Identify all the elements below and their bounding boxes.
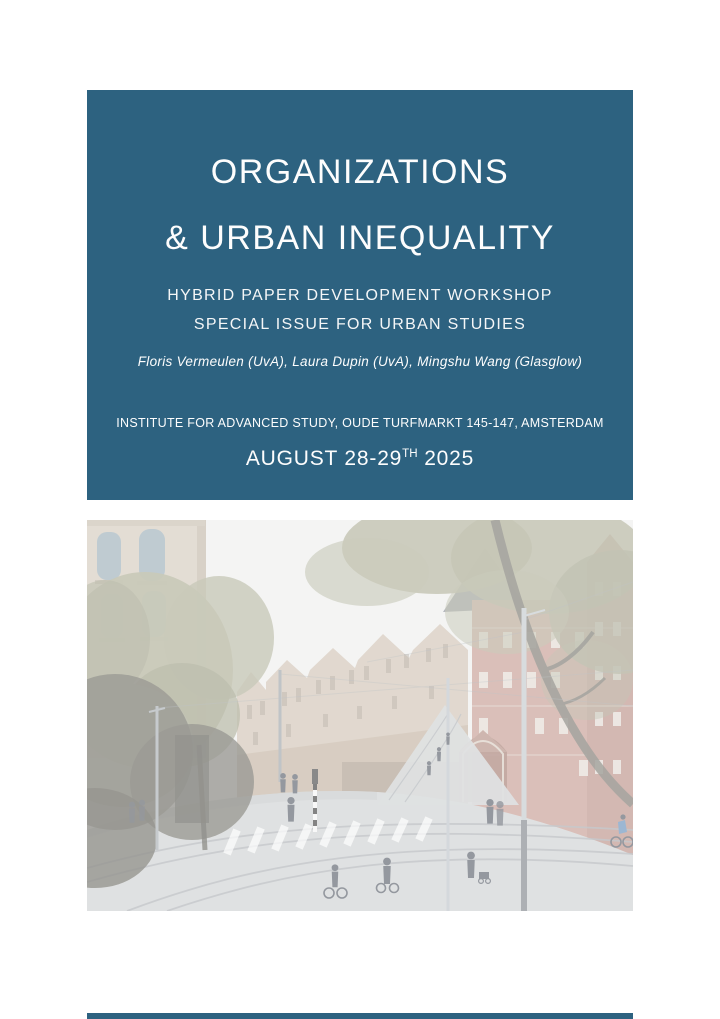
fade-overlay bbox=[87, 520, 633, 911]
poster-header bbox=[87, 90, 633, 500]
workshop-subtitle: HYBRID PAPER DEVELOPMENT WORKSHOP bbox=[167, 287, 553, 304]
footer-accent-bar bbox=[87, 1013, 633, 1019]
organizers-line: Floris Vermeulen (UvA), Laura Dupin (UvA), Mingshu Wang (Glasglow) bbox=[137, 354, 583, 369]
workshop-title-line1: ORGANIZATIONS bbox=[210, 153, 510, 191]
event-date bbox=[87, 443, 633, 470]
date-prefix: AUGUST 28-29 bbox=[245, 447, 403, 470]
date-superscript: TH bbox=[402, 448, 418, 460]
street-scene-illustration bbox=[87, 520, 633, 911]
venue-line: INSTITUTE FOR ADVANCED STUDY, OUDE TURFMARKT 145-147, AMSTERDAM bbox=[116, 416, 604, 430]
amsterdam-street-photo bbox=[87, 520, 633, 911]
date-suffix: 2025 bbox=[417, 447, 475, 470]
workshop-title-line2: & URBAN INEQUALITY bbox=[165, 219, 555, 257]
special-issue-subtitle: SPECIAL ISSUE FOR URBAN STUDIES bbox=[193, 316, 527, 333]
